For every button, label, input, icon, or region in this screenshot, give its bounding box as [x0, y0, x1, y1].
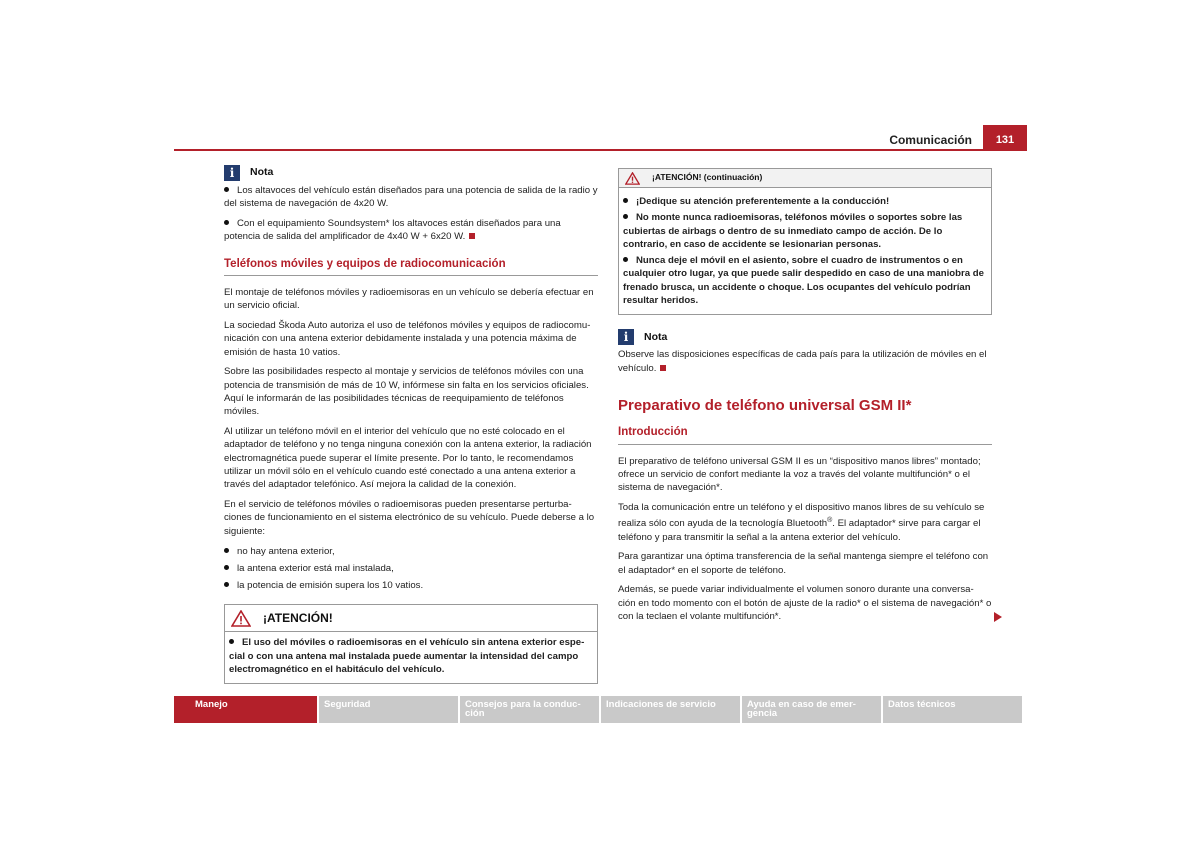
info-icon: i — [618, 329, 634, 345]
paragraph: El preparativo de teléfono universal GSM II es un “dispositivo manos libres” montado; ofrece un servicio de confort mediante la voz a través del volante multifunción* o el sistema de navegación*. — [618, 455, 981, 494]
paragraph — [618, 501, 992, 544]
note-bullet — [224, 217, 598, 244]
warning-box-continued — [618, 168, 992, 315]
paragraph: Al utilizar un teléfono móvil en el interior del vehículo que no esté colocado en el adaptador de teléfono y no tenga ninguna conexión con la antena exterior, la radiación electromagnética puede superar el límite presente. Por lo tanto, le recomendamos utilizar un móvil sólo en el vehículo cuando esté conectado a una antena exterior a través del adaptador telefónico. Así mejora la calidad de la conexión. — [224, 426, 592, 491]
bullet-icon — [623, 257, 628, 262]
next-page-arrow-icon — [994, 612, 1002, 622]
bullet-icon — [623, 198, 628, 203]
warning-bullet — [623, 211, 987, 251]
warning-bullet-text: ¡Dedique su atención preferentemente a la conducción! — [636, 196, 890, 207]
left-column — [224, 165, 598, 684]
paragraph: En el servicio de teléfonos móviles o radioemisoras pueden presentarse perturba- ciones de funcionamiento en el sistema electrónico de su vehículo. Puede deberse a lo siguiente: — [224, 499, 595, 537]
warning-box — [224, 604, 598, 684]
note-header — [224, 165, 598, 181]
right-column — [618, 165, 992, 630]
page-header-title: Comunicación — [889, 133, 972, 147]
tab-seguridad[interactable]: Seguridad — [319, 696, 458, 723]
warning-bullet — [623, 195, 987, 208]
list-item-text: la potencia de emisión supera los 10 vatios. — [237, 580, 424, 592]
warning-body — [225, 632, 597, 683]
list-item-text: la antena exterior está mal instalada, — [237, 562, 394, 574]
note-text — [618, 348, 992, 375]
list-item-text: no hay antena exterior, — [237, 545, 335, 557]
bullet-icon — [224, 220, 229, 225]
list-item — [224, 579, 598, 592]
warning-bullet — [229, 636, 593, 676]
bullet-icon — [623, 214, 628, 219]
list-item — [224, 562, 598, 575]
warning-icon — [231, 610, 251, 627]
tab-ayuda-emergencia[interactable]: Ayuda en caso de emer- gencia — [742, 696, 881, 723]
list-item — [224, 545, 598, 558]
bullet-icon — [224, 548, 229, 553]
warning-bullet-text: No monte nunca radioemisoras, teléfonos móviles o soportes sobre las cubiertas de airbags o dentro de su inmediato campo de acción. De lo contrario, en caso de accidente se lesionarian personas. — [623, 212, 963, 250]
paragraph: Para garantizar una óptima transferencia de la señal mantenga siempre el teléfono con el adaptador* en el soporte de teléfono. — [618, 551, 989, 576]
note-header — [618, 329, 992, 345]
footer-nav — [174, 696, 1027, 723]
warning-bullet-text: Nunca deje el móvil en el asiento, sobre el cuadro de instrumentos o en cualquier otro lugar, ya que puede salir despedido en caso de una maniobra de frenado brusca, un accidente o choque. Los ocupantes del vehículo podrían resultar heridos. — [623, 255, 984, 307]
tab-indicaciones-servicio[interactable]: Indicaciones de servicio — [601, 696, 740, 723]
warning-title: ¡ATENCIÓN! — [263, 610, 333, 625]
section-title: Introducción — [618, 426, 992, 444]
note-text-content: Observe las disposiciones específicas de cada país para la utilización de móviles en el vehículo. — [618, 349, 987, 374]
bullet-icon — [229, 639, 234, 644]
warning-header — [225, 605, 597, 632]
tab-datos-tecnicos[interactable]: Datos técnicos — [883, 696, 1022, 723]
registered-mark: ® — [827, 517, 833, 525]
note-label: Nota — [644, 330, 668, 343]
info-icon: i — [224, 165, 240, 181]
note-label: Nota — [250, 166, 274, 179]
paragraph: La sociedad Škoda Auto autoriza el uso de teléfonos móviles y equipos de radiocomu- nicación con una antena exterior debidamente instalada y una potencia máxima de emisión de hasta 10 vatios. — [224, 320, 591, 358]
warning-title: ¡ATENCIÓN! (continuación) — [652, 172, 763, 183]
warning-icon — [625, 172, 640, 185]
section-end-icon — [469, 233, 475, 239]
paragraph-text: . El adaptador* sirve para cargar el teléfono y para transmitir la señal a la antena exterior del vehículo. — [618, 518, 981, 543]
warning-header — [619, 169, 991, 188]
bullet-icon — [224, 565, 229, 570]
note-bullet-text: Los altavoces del vehículo están diseñados para una potencia de salida de la radio y del sistema de navegación de 4x20 W. — [224, 185, 598, 210]
tab-manejo[interactable]: Manejo — [174, 696, 317, 723]
tab-consejos-conduccion[interactable]: Consejos para la conduc- ción — [460, 696, 599, 723]
paragraph: Sobre las posibilidades respecto al montaje y servicios de teléfonos móviles con una potencia de transmisión de más de 10 W, infórmese sin falta en los servicios oficiales. Aquí le informarán de las posibilidades técnicas de reequipamiento de teléfonos móviles. — [224, 366, 589, 418]
bullet-icon — [224, 187, 229, 192]
chapter-title: Preparativo de teléfono universal GSM II* — [618, 396, 912, 414]
section-end-icon — [660, 365, 666, 371]
section-title: Teléfonos móviles y equipos de radiocomunicación — [224, 258, 598, 276]
paragraph-text: Toda la comunicación entre un teléfono y el dispositivo manos libres de su vehículo se realiza sólo con ayuda de la tecnología Bluetooth — [618, 501, 985, 530]
paragraph: Además, se puede variar individualmente el volumen sonoro durante una conversa- ción en todo momento con el botón de ajuste de la radio* o el sistema de navegación* o con la teclaen el volante multifunción*. — [618, 584, 992, 623]
note-bullet — [224, 184, 598, 211]
warning-body — [619, 188, 991, 314]
note-bullet-text: Con el equipamiento Soundsystem* los altavoces están diseñados para una potencia de salida del amplificador de 4x40 W + 6x20 W. — [224, 218, 561, 243]
warning-bullet — [623, 254, 987, 307]
paragraph: El montaje de teléfonos móviles y radioemisoras en un vehículo se debería efectuar en un servicio oficial. — [224, 286, 594, 312]
page-number: 131 — [983, 125, 1027, 151]
warning-bullet-text: El uso del móviles o radioemisoras en el vehículo sin antena exterior espe- cial o con una antena mal instalada puede aumentar la intensidad del campo electromagnético en el habitáculo del vehículo. — [229, 637, 585, 676]
header-rule — [174, 149, 1027, 151]
bullet-icon — [224, 582, 229, 587]
